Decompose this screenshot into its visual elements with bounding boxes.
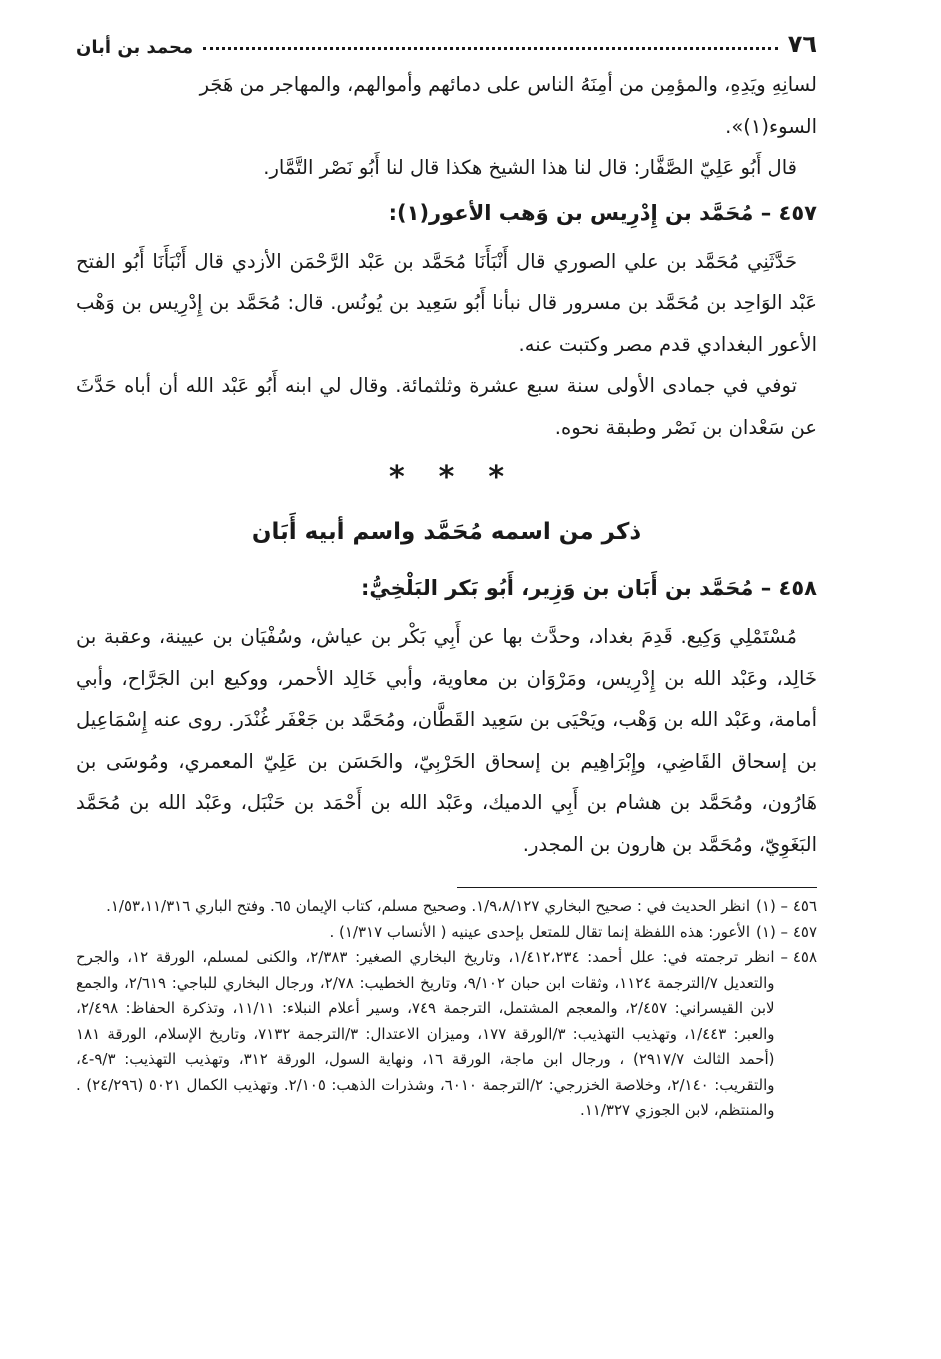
header-dotted-leader — [203, 47, 778, 50]
entry-457-heading: ٤٥٧ – مُحَمَّد بن إِدْرِيس بن وَهب الأعور(١): — [388, 200, 817, 225]
footnote-text: الأعور: هذه اللفظة إنما تقال للمتعل بإحدى عينيه ( الأنساب ١/٣١٧) . — [329, 922, 751, 941]
footnote-text: انظر ترجمته في: علل أحمد: ١/٤١٢،٢٣٤، وتاريخ البخاري الصغير: ٢/٣٨٣، والكنى لمسلم، الورقة ١٢، والجرح والتعديل ٧/الترجمة ١١٢٤، وثقات ابن حبان ٩/١٠٢، وتاريخ الخطيب: ٢/٧٨، ورجال البخاري للباجي: ٢/٦١٩، والجمع لابن القيسراني: ٢/٤٥٧، والمعجم المشتمل، الترجمة ٧٤٩، وسير أعلام النبلاء: ١١/١١، وتذكرة الحفاظ: ٢/٤٩٨، والعبر: ١/٤٤٣، وتهذيب التهذيب: ٣/الورقة ١٧٧، وميزان الاعتدال: ٣/الترجمة ٧١٣٢، وتاريخ الإسلام، الورقة ١٨١ (أحمد الثالث ٢٩١٧/٧) ، ورجال ابن ماجة، الورقة ١٦، ونهاية السول، الورقة ٣١٢، وتهذيب التهذيب: ٩/٣-٤، والتقريب: ٢/١٤٠، وخلاصة الخزرجي: ٢/الترجمة ٦٠١٠، وشذرات الذهب: ٢/١٠٥. وتهذيب الكمال ٥٠٢١ (٢٤/٢٩٦) . والمنتظم، لابن الجوزي ١١/٣٢٧. — [76, 948, 775, 1119]
footnote-label: ٤٥٧ – (١) — [756, 922, 817, 941]
footnotes — [76, 894, 817, 1124]
separator-asterisk: * — [438, 460, 455, 495]
footnote-458 — [76, 945, 817, 1124]
section-title: ذكر من اسمه مُحَمَّد واسم أبيه أَبَان — [251, 519, 642, 545]
entry-458-paragraph: مُسْتَمْلِي وَكِيع. قَدِمَ بغداد، وحدَّث بها عن أَبِي بَكْر بن عياش، وسُفْيَان بن عيينة، وعقبة بن خَالِد، وعَبْد الله بن إِدْرِيس، ومَرْوَان بن معاوية، وأبي خَالِد الأحمر، ووكيع ابن الجَرَّاح، وأبي أمامة، وعَبْد الله بن وَهْب، ويَحْيَى بن سَعِيد القَطَّان، ومُحَمَّد بن جَعْفَر غُنْدَر. روى عنه إِسْمَاعِيل بن إسحاق القَاضِي، وإِبْرَاهِيم بن إسحاق الحَرْبِيّ، والحَسَن بن عَلِيّ المعمري، ومُوسَى بن هَارُون، ومُحَمَّد بن هشام بن أَبِي الدميك، وعَبْد الله بن أَحْمَد بن حَنْبَل، وعَبْد الله بن مُحَمَّد البَغَوِيّ، ومُحَمَّد بن هارون بن المجدر. — [76, 625, 817, 856]
page-header — [76, 22, 817, 58]
entry-457-paragraph-2: توفي في جمادى الأولى سنة سبع عشرة وثلثمائة. وقال لي ابنه أَبُو عَبْد الله أن أباه حَدَّثَ عن سَعْدان بن نَصْر وطبقة نحوه. — [76, 374, 817, 439]
continuation-line-1: لسانِهِ ويَدِهِ، والمؤمِن من أمِنَهُ الناس على دمائهم وأموالهم، والمهاجر من هَجَر — [199, 73, 817, 96]
footnote-457 — [76, 920, 817, 946]
footnote-label: ٤٥٨ – — [780, 948, 817, 966]
running-title: محمد بن أبان — [76, 37, 194, 58]
separator-asterisk: * — [388, 460, 405, 495]
separator-asterisk: * — [488, 460, 505, 495]
entry-458-heading: ٤٥٨ – مُحَمَّد بن أَبَان بن وَزِير، أَبُو بَكر البَلْخِيُّ: — [360, 576, 817, 600]
footnote-rule — [457, 887, 817, 888]
section-separator — [76, 458, 817, 498]
footnote-text: انظر الحديث في : صحيح البخاري ١/٩،٨/١٢٧. وصحيح مسلم، كتاب الإيمان ٦٥. وفتح الباري ١/٥٣،١١/٣١٦. — [106, 897, 751, 915]
continuation-line-2: السوء(١)». — [725, 114, 817, 138]
footnote-label: ٤٥٦ – (١) — [756, 897, 817, 915]
entry-457-paragraph-1: حَدَّثَنِي مُحَمَّد بن علي الصوري قال أَنْبَأَنَا مُحَمَّد بن عَبْد الرَّحْمَن الأزدي قال أَنْبَأَنَا أَبُو الفتح عَبْد الوَاحِد بن مُحَمَّد بن مسرور قال نبأنا أَبُو سَعِيد بن يُونُس. قال: مُحَمَّد بن إِدْرِيس بن وَهْب الأعور البغدادي قدم مصر وكتبت عنه. — [76, 249, 817, 356]
footnote-456 — [76, 894, 817, 920]
page-number: ٧٦ — [787, 30, 817, 58]
narration-paragraph: قال أَبُو عَلِيّ الصَّفَّار: قال لنا هذا الشيخ هكذا قال لنا أَبُو نَصْر التَّمَّار. — [263, 156, 797, 179]
